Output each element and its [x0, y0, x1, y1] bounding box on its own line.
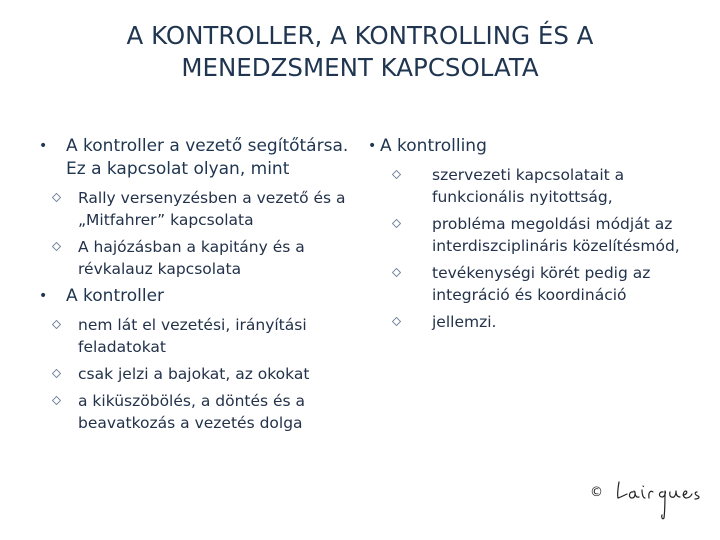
sub-bullet-text: A hajózásban a kapitány és a révkalauz kapcsolata: [78, 238, 305, 278]
diamond-bullet-icon: [392, 170, 401, 179]
sub-bullet-text: nem lát el vezetési, irányítási feladatokat: [78, 316, 307, 356]
bullet-item: [36, 285, 356, 308]
sub-bullet-item: [36, 363, 356, 385]
sub-bullet-text: Rally versenyzésben a vezető és a „Mitfahrer” kapcsolata: [78, 189, 346, 229]
bullet-text: A kontroller a vezető segítőtársa. Ez a kapcsolat olyan, mint: [66, 136, 349, 179]
sub-bullet-item: [36, 390, 356, 434]
bullet-dot-icon: •: [39, 288, 48, 304]
diamond-bullet-icon: [392, 317, 401, 326]
sub-bullet-item: [368, 213, 688, 257]
diamond-bullet-icon: [52, 396, 61, 405]
bullet-dot-icon: •: [368, 138, 377, 154]
handwritten-signature: [585, 470, 715, 522]
diamond-bullet-icon: [392, 268, 401, 277]
sub-bullet-item: [368, 164, 688, 208]
diamond-bullet-icon: [52, 242, 61, 251]
left-column: [36, 135, 356, 439]
bullet-text: A kontrolling: [380, 136, 487, 156]
sub-bullet-item: [36, 314, 356, 358]
sub-bullet-item: [36, 187, 356, 231]
sub-bullet-text: a kiküszöbölés, a döntés és a beavatkozás a vezetés dolga: [78, 392, 306, 432]
copyright-mark: ©: [590, 485, 603, 500]
bullet-dot-icon: •: [39, 138, 48, 154]
sub-bullet-text: csak jelzi a bajokat, az okokat: [78, 365, 310, 383]
sub-bullet-item: [368, 311, 688, 333]
sub-bullet-text: jellemzi.: [432, 313, 497, 331]
sub-bullet-item: [36, 236, 356, 280]
sub-bullet-item: [368, 262, 688, 306]
diamond-bullet-icon: [52, 193, 61, 202]
slide-title: A KONTROLLER, A KONTROLLING ÉS A MENEDZSMENT KAPCSOLATA: [126, 21, 594, 82]
bullet-item: [368, 135, 688, 158]
bullet-text: A kontroller: [66, 286, 165, 306]
sub-bullet-text: szervezeti kapcsolatait a funkcionális nyitottság,: [432, 166, 625, 206]
right-column: [368, 135, 688, 338]
sub-bullet-text: probléma megoldási módját az interdiszciplináris közelítésmód,: [432, 215, 680, 255]
diamond-bullet-icon: [392, 219, 401, 228]
sub-bullet-text: tevékenységi körét pedig az integráció és koordináció: [432, 264, 651, 304]
bullet-item: [36, 135, 356, 181]
diamond-bullet-icon: [52, 320, 61, 329]
diamond-bullet-icon: [52, 369, 61, 378]
